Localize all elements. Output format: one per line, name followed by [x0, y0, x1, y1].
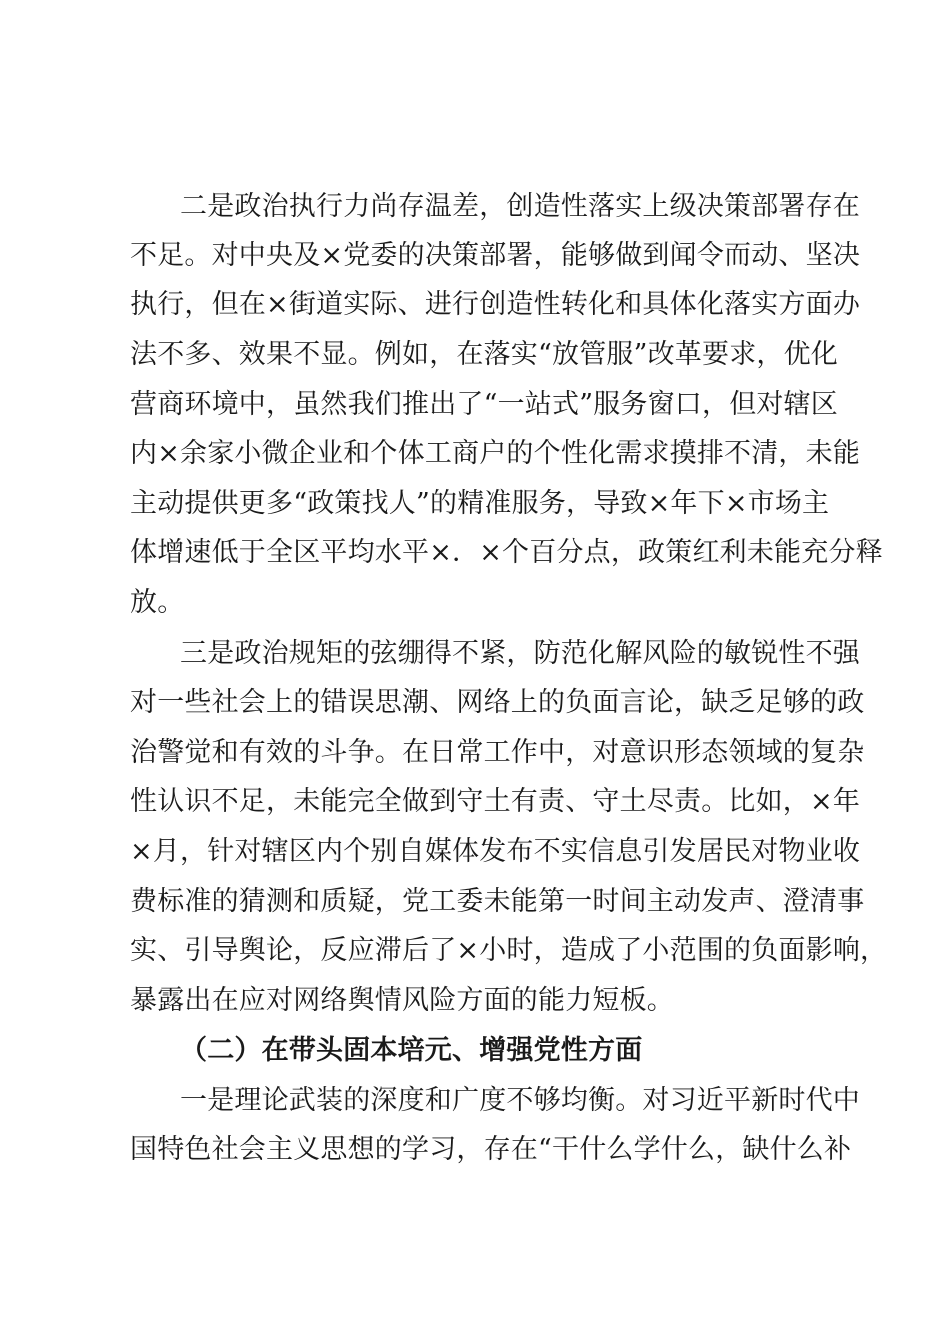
paragraph-line: 营商环境中，虽然我们推出了“一站式”服务窗口，但对辖区 [130, 389, 839, 420]
paragraph-line: 国特色社会主义思想的学习，存在“干什么学什么，缺什么补 [130, 1134, 852, 1165]
paragraph-line: 暴露出在应对网络舆情风险方面的能力短板。 [130, 985, 674, 1016]
paragraph-line: 性认识不足，未能完全做到守土有责、守土尽责。比如，×年 [130, 786, 861, 817]
paragraph-line: 实、引导舆论，反应滞后了×小时，造成了小范围的负面影响， [130, 935, 888, 966]
paragraph-line: 二是政治执行力尚存温差，创造性落实上级决策部署存在 [180, 191, 860, 222]
paragraph-line: 治警觉和有效的斗争。在日常工作中，对意识形态领域的复杂 [130, 737, 865, 768]
paragraph-line: 费标准的猜测和质疑，党工委未能第一时间主动发声、澄清事 [130, 886, 865, 917]
paragraph-line: 主动提供更多“政策找人”的精准服务，导致×年下×市场主 [130, 488, 830, 519]
paragraph-line: 法不多、效果不显。例如，在落实“放管服”改革要求，优化 [130, 339, 839, 370]
paragraph-line: 一是理论武装的深度和广度不够均衡。对习近平新时代中 [180, 1085, 860, 1116]
paragraph-line: 对一些社会上的错误思潮、网络上的负面言论，缺乏足够的政 [130, 687, 865, 718]
paragraph-line: 执行，但在×街道实际、进行创造性转化和具体化落实方面办 [130, 289, 861, 320]
paragraph-line: 三是政治规矩的弦绷得不紧，防范化解风险的敏锐性不强 [180, 638, 860, 669]
paragraph-line: 体增速低于全区平均水平×．×个百分点，政策红利未能充分释 [130, 537, 883, 568]
paragraph-line: 放。 [130, 587, 185, 618]
paragraph-line: 内×余家小微企业和个体工商户的个性化需求摸排不清，未能 [130, 438, 861, 469]
paragraph-line: ×月，针对辖区内个别自媒体发布不实信息引发居民对物业收 [130, 836, 861, 867]
section-heading: （二）在带头固本培元、增强党性方面 [180, 1035, 643, 1066]
paragraph-line: 不足。对中央及×党委的决策部署，能够做到闻令而动、坚决 [130, 240, 861, 271]
